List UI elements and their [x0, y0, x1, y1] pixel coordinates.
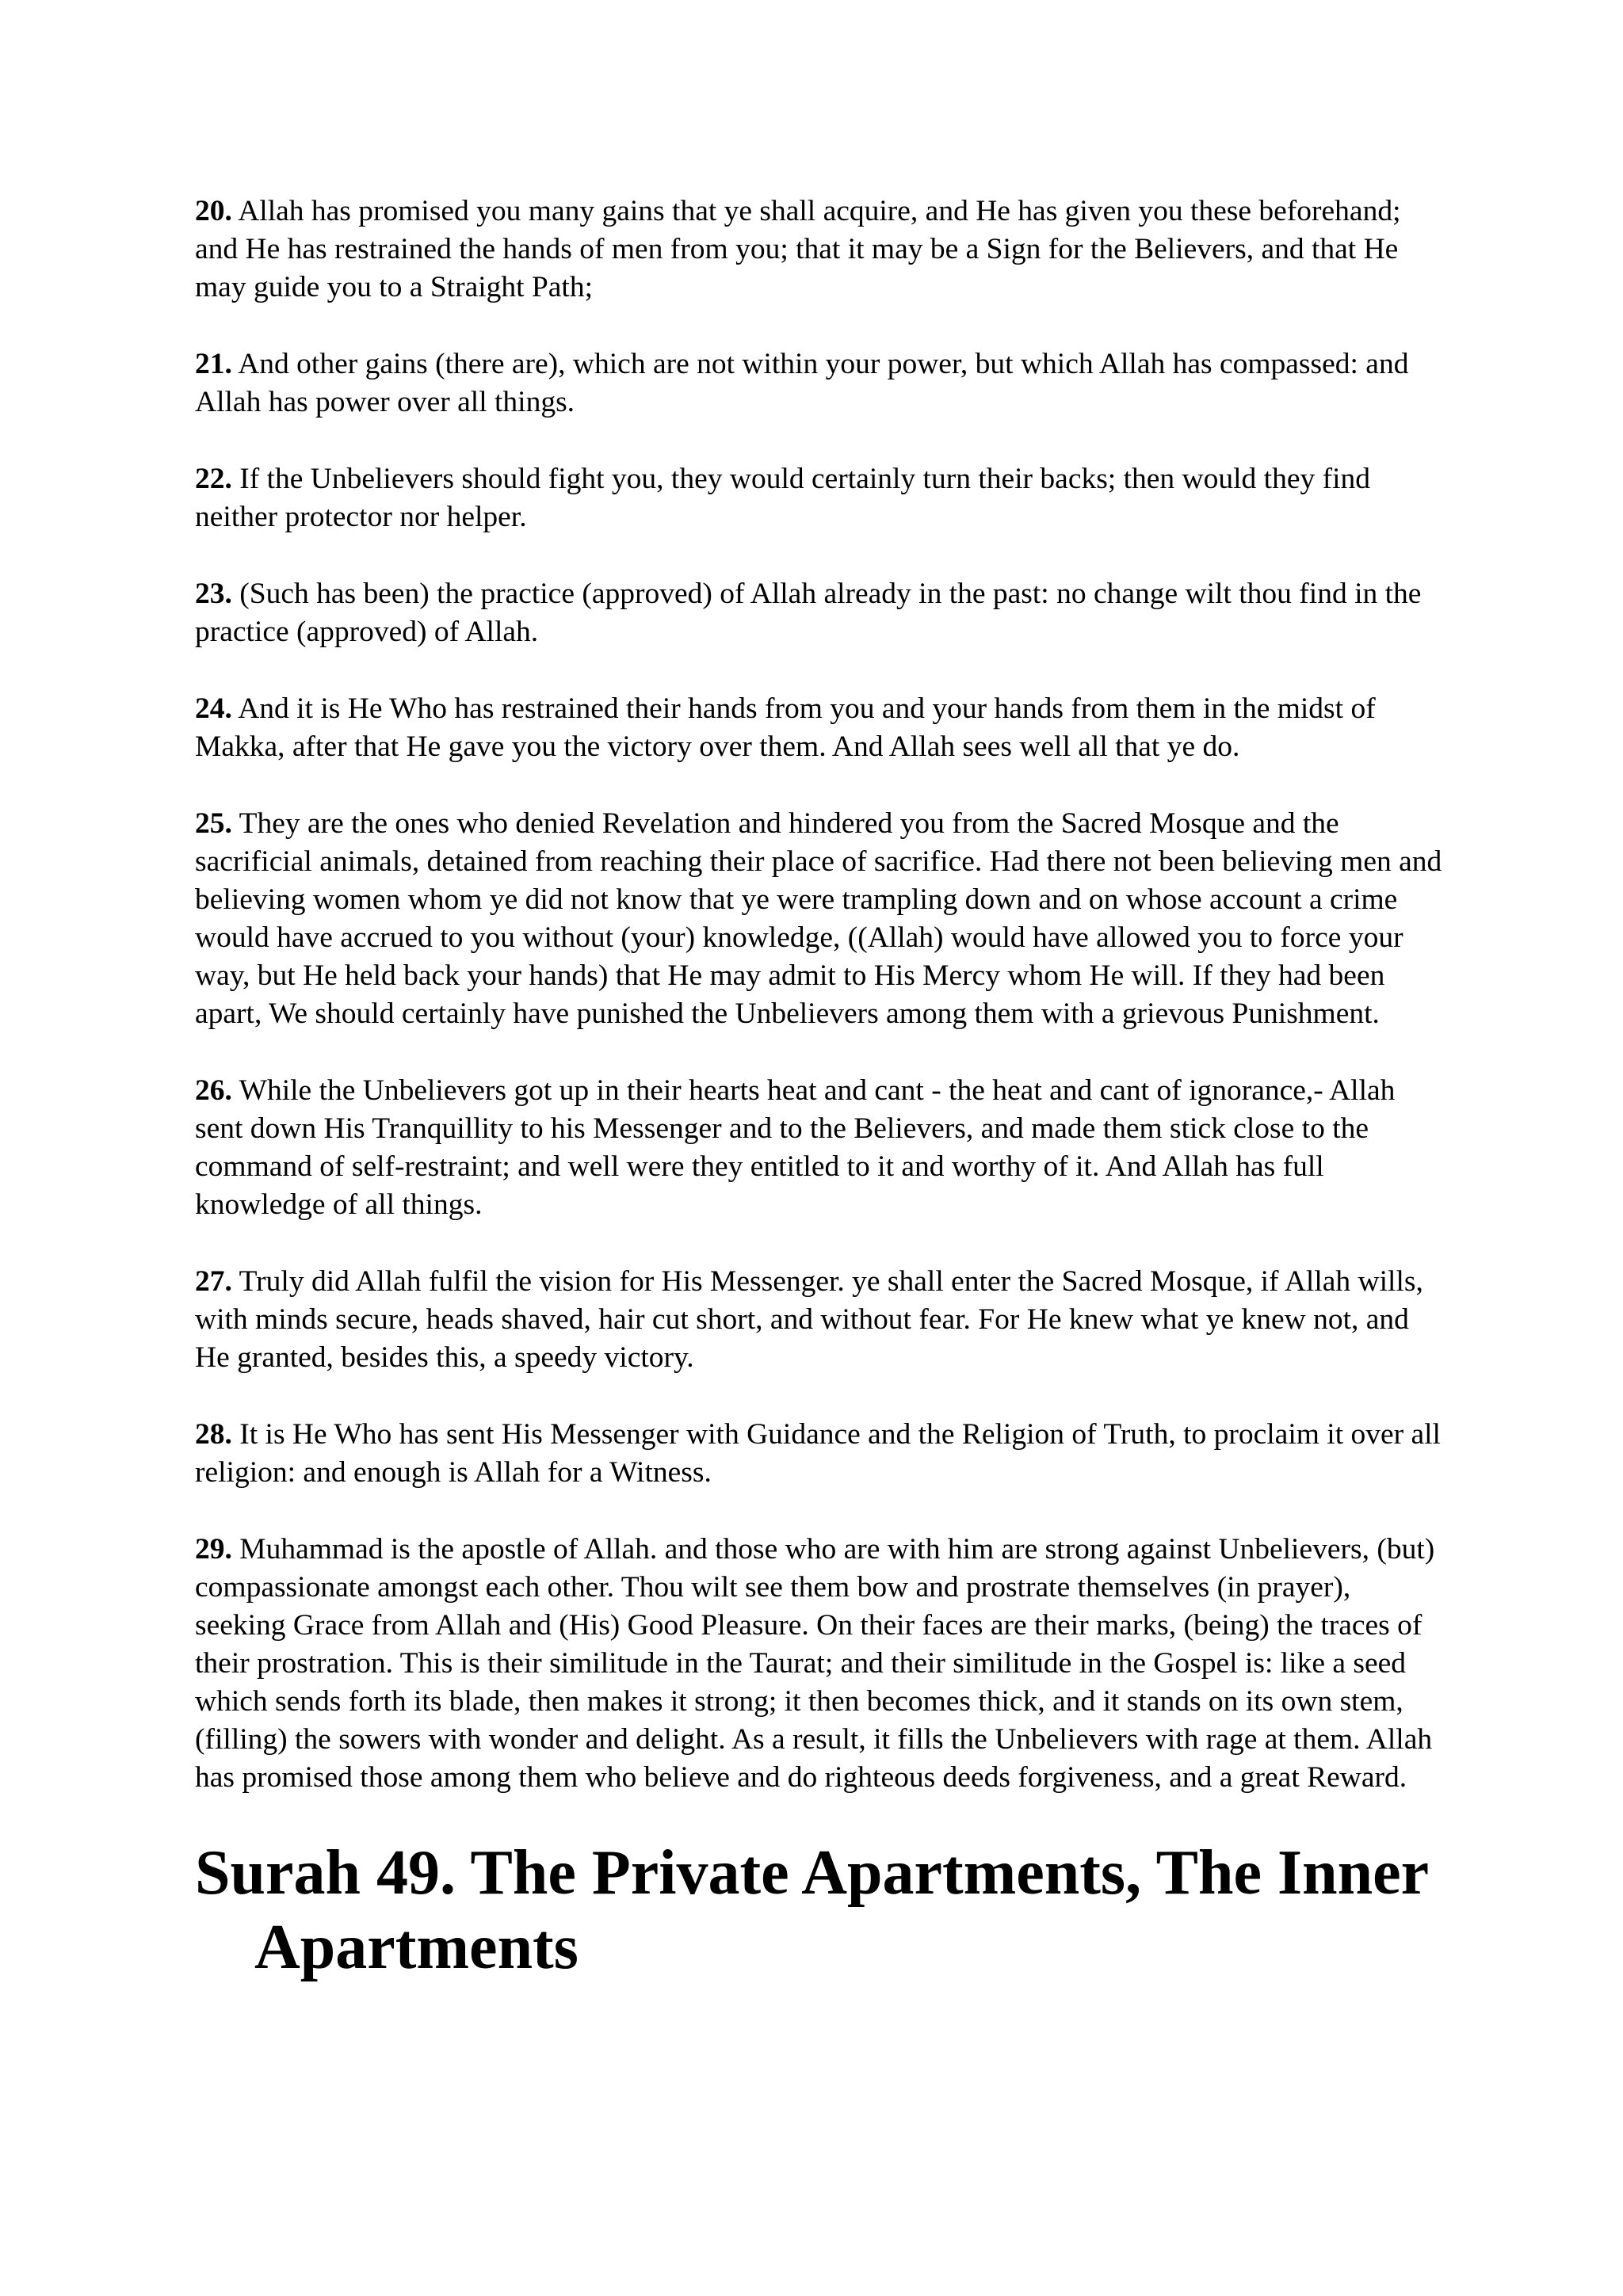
verse-28	[195, 1416, 1447, 1492]
verse-26	[195, 1072, 1447, 1224]
verse-number: 29.	[195, 1533, 232, 1566]
verse-21	[195, 345, 1447, 421]
verse-text: It is He Who has sent His Messenger with Guidance and the Religion of Truth, to proclaim it over all religion: and enough is Allah for a Witness.	[195, 1418, 1441, 1489]
verse-29	[195, 1531, 1447, 1797]
verse-24	[195, 690, 1447, 766]
verse-22	[195, 460, 1447, 536]
verse-27	[195, 1263, 1447, 1377]
verse-text: And it is He Who has restrained their hands from you and your hands from them in the midst of Makka, after that He gave you the victory over them. And Allah sees well all that ye do.	[195, 692, 1376, 763]
verse-text: They are the ones who denied Revelation and hindered you from the Sacred Mosque and the sacrificial animals, detained from reaching their place of sacrifice. Had there not been believing men and believing women whom ye did not know that ye were trampling down and on whose account a crime would have accrued to you without (your) knowledge, ((Allah) would have allowed you to force your way, but He held back your hands) that He may admit to His Mercy whom He will. If they had been apart, We should certainly have punished the Unbelievers among them with a grievous Punishment.	[195, 807, 1442, 1030]
verse-number: 23.	[195, 578, 232, 610]
verse-20	[195, 193, 1447, 307]
document-page	[195, 193, 1447, 1985]
verse-25	[195, 805, 1447, 1033]
verse-23	[195, 575, 1447, 651]
verse-number: 25.	[195, 807, 232, 840]
verse-number: 22.	[195, 463, 232, 495]
verse-text: Muhammad is the apostle of Allah. and those who are with him are strong against Unbelievers, (but) compassionate amongst each other. Thou wilt see them bow and prostrate themselves (in prayer), seeking Grace from Allah and (His) Good Pleasure. On their faces are their marks, (being) the traces of their prostration. This is their similitude in the Taurat; and their similitude in the Gospel is: like a seed which sends forth its blade, then makes it strong; it then becomes thick, and it stands on its own stem, (filling) the sowers with wonder and delight. As a result, it fills the Unbelievers with rage at them. Allah has promised those among them who believe and do righteous deeds forgiveness, and a great Reward.	[195, 1533, 1435, 1794]
verse-number: 21.	[195, 348, 232, 380]
verse-text: Allah has promised you many gains that ye shall acquire, and He has given you these beforehand; and He has restrained the hands of men from you; that it may be a Sign for the Believers, and that He may guide you to a Straight Path;	[195, 195, 1401, 303]
verse-number: 24.	[195, 692, 232, 725]
verse-number: 27.	[195, 1265, 232, 1298]
verse-number: 20.	[195, 195, 232, 227]
verse-text: And other gains (there are), which are not within your power, but which Allah has compassed: and Allah has power over all things.	[195, 348, 1409, 418]
verse-text: While the Unbelievers got up in their hearts heat and cant - the heat and cant of ignorance,- Allah sent down His Tranquillity to his Messenger and to the Believers, and made them stick close to the command of self-restraint; and well were they entitled to it and worthy of it. And Allah has full knowledge of all things.	[195, 1074, 1396, 1221]
verse-text: If the Unbelievers should fight you, they would certainly turn their backs; then would they find neither protector nor helper.	[195, 463, 1371, 533]
verse-number: 28.	[195, 1418, 232, 1451]
verse-number: 26.	[195, 1074, 232, 1107]
surah-heading: Surah 49. The Private Apartments, The Inner Apartments	[195, 1838, 1428, 1982]
verse-text: Truly did Allah fulfil the vision for His Messenger. ye shall enter the Sacred Mosque, if Allah wills, with minds secure, heads shaved, hair cut short, and without fear. For He knew what ye knew not, and He granted, besides this, a speedy victory.	[195, 1265, 1423, 1374]
verse-text: (Such has been) the practice (approved) of Allah already in the past: no change wilt thou find in the practice (approved) of Allah.	[195, 578, 1422, 648]
